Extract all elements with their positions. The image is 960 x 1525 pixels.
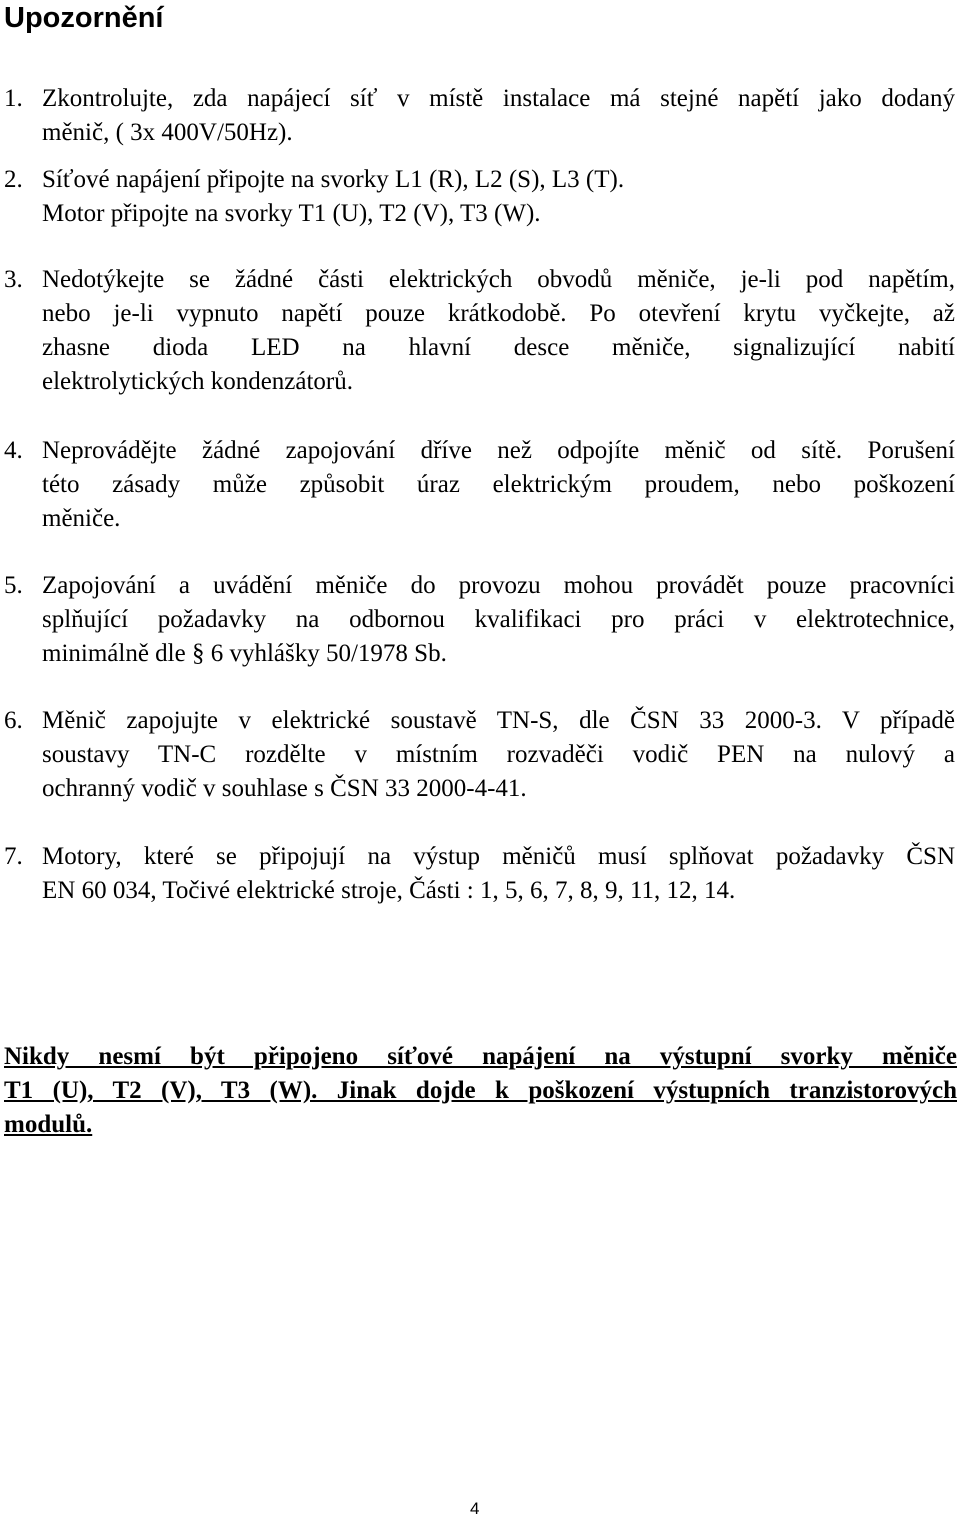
item-text-line: měniče. <box>42 505 121 532</box>
instruction-item-1 <box>4 82 955 150</box>
item-text-line: Síťové napájení připojte na svorky L1 (R), L2 (S), L3 (T). <box>42 166 625 193</box>
item-text-line: Nedotýkejte se žádné části elektrických obvodů měniče, je-li pod napětím, <box>42 266 955 293</box>
instruction-item-4 <box>4 434 955 536</box>
item-number: 4. <box>4 437 23 464</box>
instruction-item-6 <box>4 704 955 806</box>
instruction-item-7 <box>4 840 955 908</box>
item-text-line: zhasne dioda LED na hlavní desce měniče, signalizující nabití <box>42 334 955 361</box>
item-text-line: elektrolytických kondenzátorů. <box>42 368 353 395</box>
item-text-line: Zapojování a uvádění měniče do provozu mohou provádět pouze pracovníci <box>42 572 955 599</box>
item-text-line: soustavy TN-C rozdělte v místním rozvaděči vodič PEN na nulový a <box>42 741 955 768</box>
warning-text-line: T1 (U), T2 (V), T3 (W). Jinak dojde k poškození výstupních tranzistorových <box>4 1077 957 1104</box>
item-text-line: nebo je-li vypnuto napětí pouze krátkodobě. Po otevření krytu vyčkejte, až <box>42 300 955 327</box>
item-number: 6. <box>4 707 23 734</box>
instruction-item-2 <box>4 163 955 231</box>
page-number: 4 <box>470 1499 480 1518</box>
instruction-item-3 <box>4 263 955 399</box>
page-title: Upozornění <box>4 2 164 34</box>
item-text-line: minimálně dle § 6 vyhlášky 50/1978 Sb. <box>42 640 447 667</box>
item-number: 2. <box>4 166 23 193</box>
item-text-line: měnič, ( 3x 400V/50Hz). <box>42 119 293 146</box>
item-text-line: Motor připojte na svorky T1 (U), T2 (V), T3 (W). <box>42 200 541 227</box>
item-text-line: splňující požadavky na odbornou kvalifikaci pro práci v elektrotechnice, <box>42 606 955 633</box>
item-text-line: Zkontrolujte, zda napájecí síť v místě instalace má stejné napětí jako dodaný <box>42 85 955 112</box>
item-text-line: Měnič zapojujte v elektrické soustavě TN-S, dle ČSN 33 2000-3. V případě <box>42 707 955 734</box>
item-number: 5. <box>4 572 23 599</box>
item-number: 7. <box>4 843 23 870</box>
item-text-line: Motory, které se připojují na výstup měničů musí splňovat požadavky ČSN <box>42 843 955 870</box>
item-number: 3. <box>4 266 23 293</box>
item-text-line: ochranný vodič v souhlase s ČSN 33 2000-4-41. <box>42 775 527 802</box>
warning-text-line: modulů. <box>4 1111 93 1138</box>
warning-text-line: Nikdy nesmí být připojeno síťové napájení na výstupní svorky měniče <box>4 1043 957 1070</box>
item-text-line: této zásady může způsobit úraz elektrickým proudem, nebo poškození <box>42 471 955 498</box>
item-number: 1. <box>4 85 23 112</box>
item-text-line: Neprovádějte žádné zapojování dříve než odpojíte měnič od sítě. Porušení <box>42 437 955 464</box>
instruction-item-5 <box>4 569 955 671</box>
warning-notice <box>4 1040 957 1142</box>
item-text-line: EN 60 034, Točivé elektrické stroje, Části : 1, 5, 6, 7, 8, 9, 11, 12, 14. <box>42 877 736 904</box>
